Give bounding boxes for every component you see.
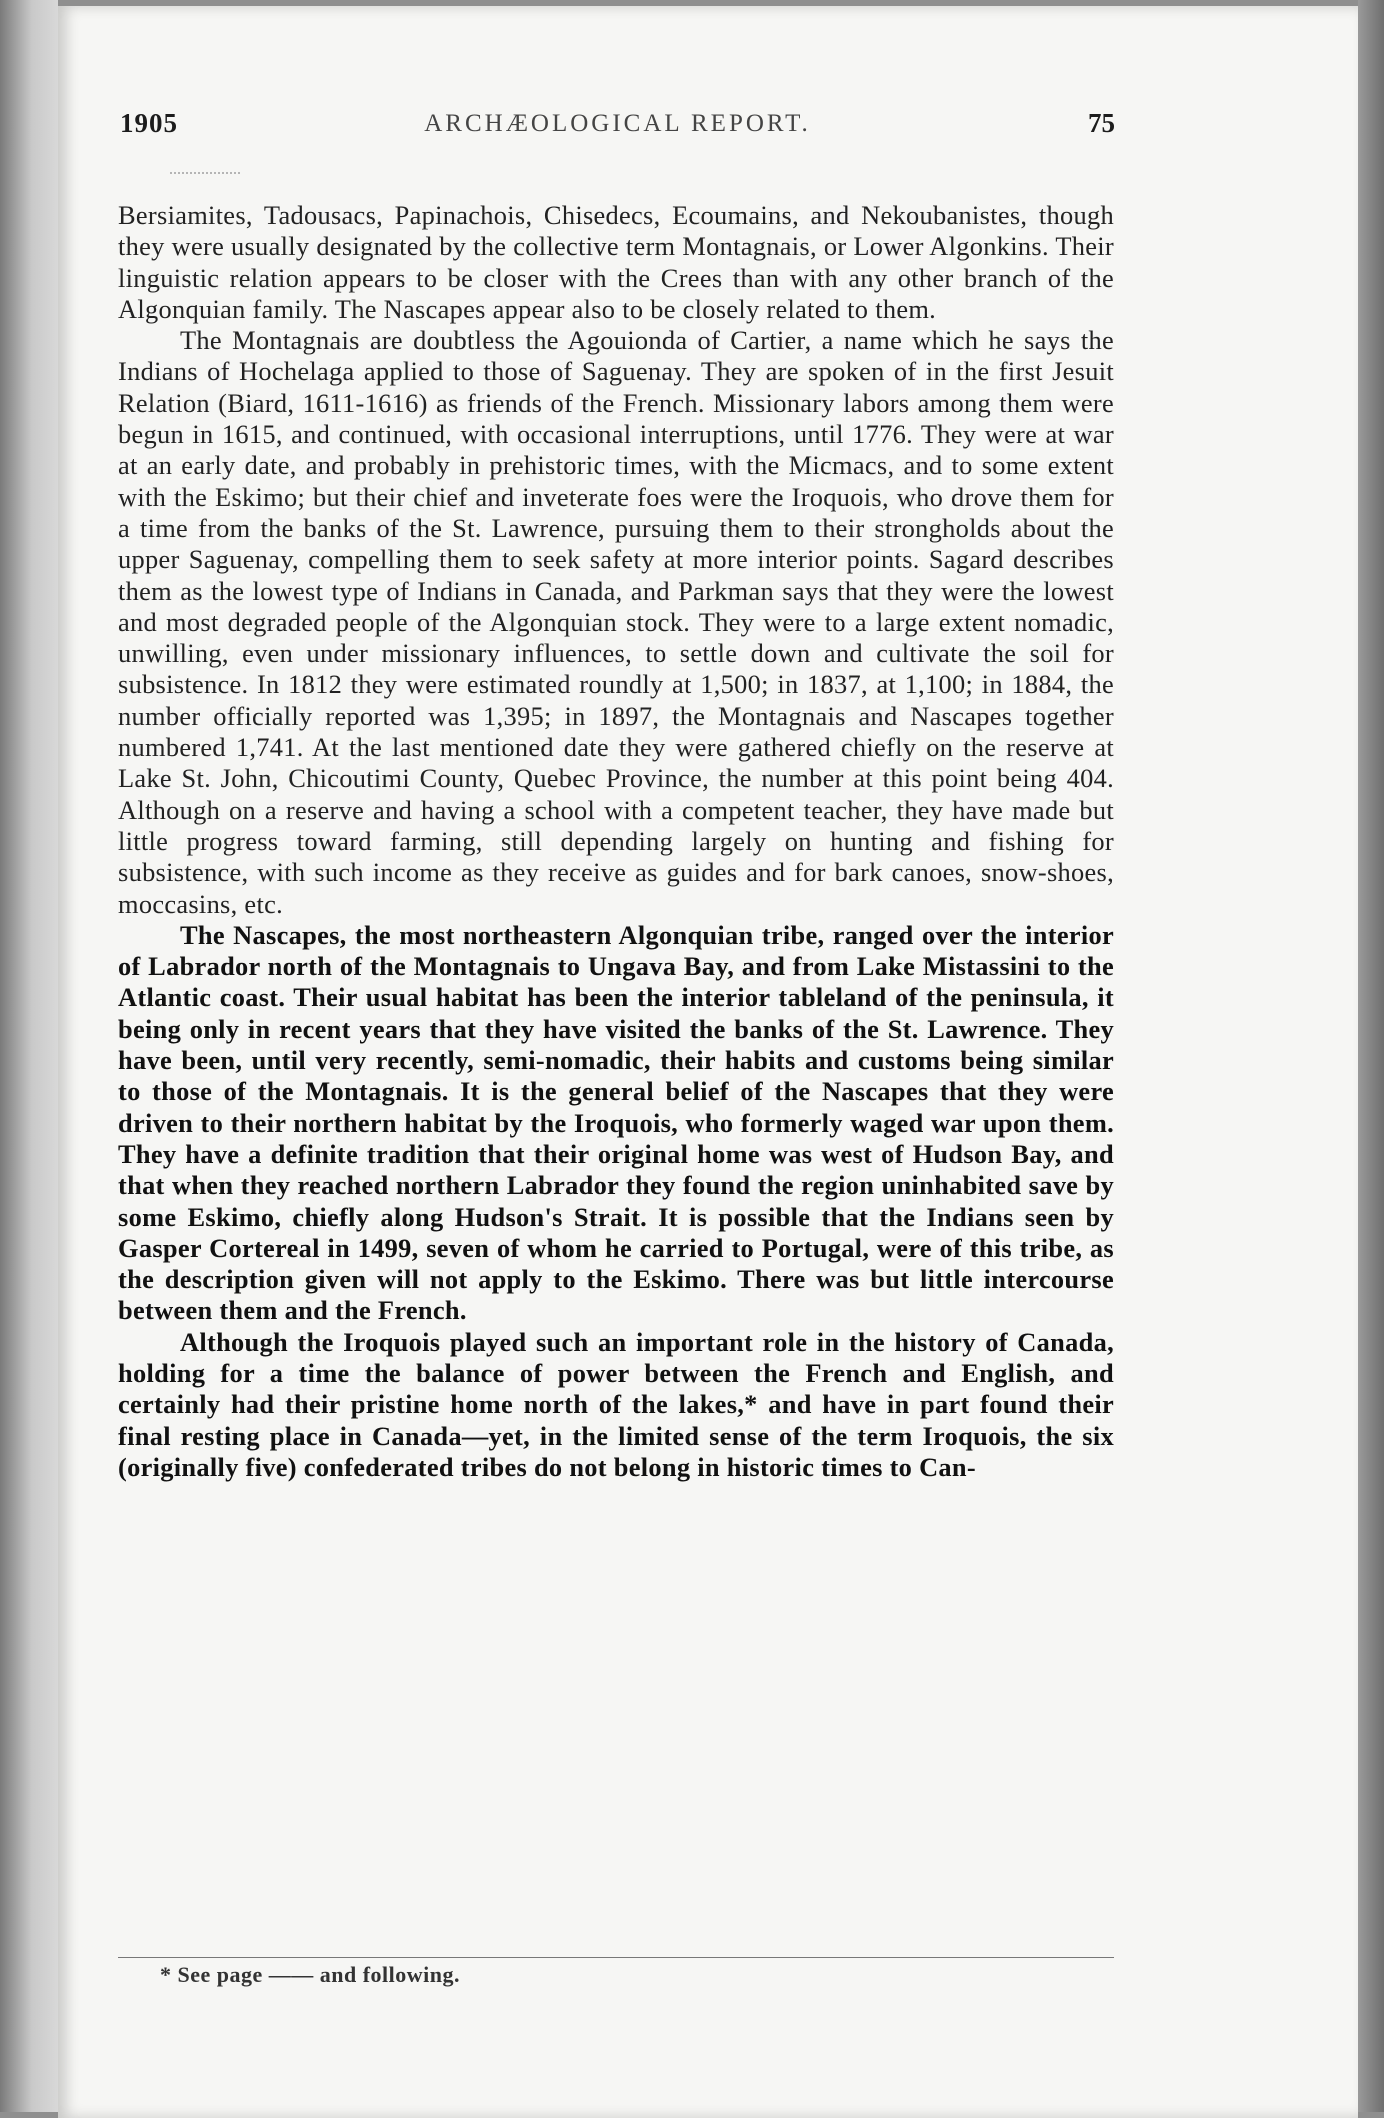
paragraph-1: Bersiamites, Tadousacs, Papinachois, Chisedecs, Ecoumains, and Nekoubanistes, though they were usually designated by the collective term Montagnais, or Lower Algonkins. Their linguistic relation appears to be closer with the Crees than with any other branch of the Algonquian family. The Nascapes appear also to be closely related to them.	[118, 200, 1114, 324]
paragraph-4: Although the Iroquois played such an important role in the history of Canada, holding for a time the balance of power between the French and English, and certainly had their pristine home north of the lakes,* and have in part found their final resting place in Canada—yet, in the limited sense of the term Iroquois, the six (originally five) confederated tribes do not belong in historic times to Can-	[118, 1326, 1114, 1482]
running-head-year: 1905	[120, 108, 178, 138]
running-head-title: ARCHÆOLOGICAL REPORT.	[424, 110, 811, 137]
previous-page-edge	[0, 0, 58, 2112]
main-text	[118, 200, 1114, 1483]
paragraph-2: The Montagnais are doubtless the Agouionda of Cartier, a name which he says the Indians of Hochelaga applied to those of Saguenay. They are spoken of in the first Jesuit Relation (Biard, 1611-1616) as friends of the French. Missionary labors among them were begun in 1615, and continued, with occasional interruptions, until 1776. They were at war at an early date, and probably in prehistoric times, with the Micmacs, and to some extent with the Eskimo; but their chief and inveterate foes were the Iroquois, who drove them for a time from the banks of the St. Lawrence, pursuing them to their strongholds about the upper Saguenay, compelling them to seek safety at more interior points. Sagard describes them as the lowest type of Indians in Canada, and Parkman says that they were the lowest and most degraded people of the Algonquian stock. They were to a large extent nomadic, unwilling, even under missionary influences, to settle down and cultivate the soil for subsistence. In 1812 they were estimated roundly at 1,500; in 1837, at 1,100; in 1884, the number officially reported was 1,395; in 1897, the Montagnais and Nascapes together numbered 1,741. At the last mentioned date they were gathered chiefly on the reserve at Lake St. John, Chicoutimi County, Quebec Province, the number at this point being 404. Although on a reserve and having a school with a competent teacher, they have made but little progress toward farming, still depending largely on hunting and fishing for subsistence, with such income as they receive as guides and for bark canoes, snow-shoes, moccasins, etc.	[118, 325, 1114, 919]
footnote: * See page —— and following.	[160, 1962, 461, 1987]
page-edge-shadow	[1358, 0, 1384, 2112]
page-number: 75	[1088, 108, 1115, 138]
footnote-divider	[118, 1957, 1114, 1958]
header-ornament-rule	[170, 172, 240, 174]
paragraph-3: The Nascapes, the most northeastern Algonquian tribe, ranged over the interior of Labrador north of the Montagnais to Ungava Bay, and from Lake Mistassini to the Atlantic coast. Their usual habitat has been the interior tableland of the peninsula, it being only in recent years that they have visited the banks of the St. Lawrence. They have been, until very recently, semi-nomadic, their habits and customs being similar to those of the Montagnais. It is the general belief of the Nascapes that they were driven to their northern habitat by the Iroquois, who formerly waged war upon them. They have a definite tradition that their original home was west of Hudson Bay, and that when they reached northern Labrador they found the region uninhabited save by some Eskimo, chiefly along Hudson's Strait. It is possible that the Indians seen by Gasper Cortereal in 1499, seven of whom he carried to Portugal, were of this tribe, as the description given will not apply to the Eskimo. There was but little intercourse between them and the French.	[118, 919, 1114, 1326]
running-head	[120, 108, 1115, 148]
